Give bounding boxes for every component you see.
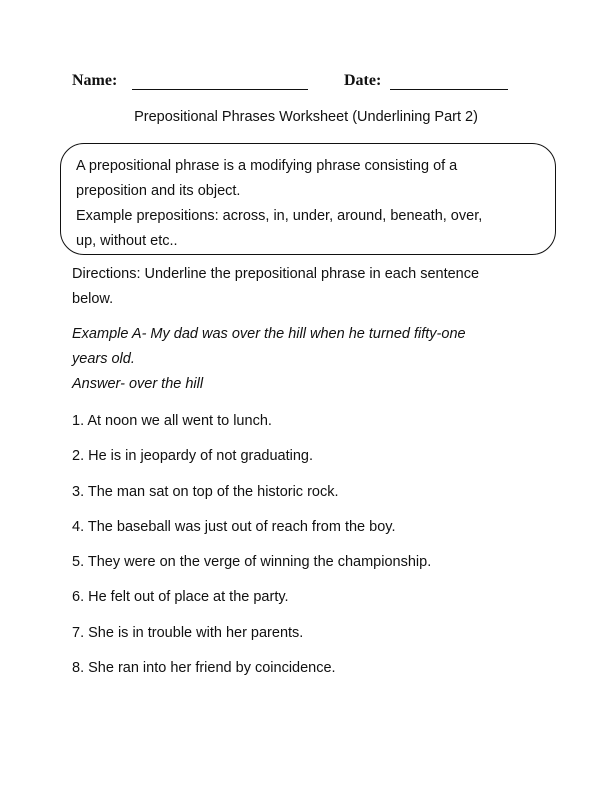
question-item: 7. She is in trouble with her parents. [72,624,304,641]
directions [72,262,479,312]
name-label: Name: [72,72,118,89]
directions-line: below. [72,291,114,307]
example-line: years old. [72,351,135,367]
definition-line: Example prepositions: across, in, under, around, beneath, over, [76,208,483,224]
definition-line: A prepositional phrase is a modifying phrase consisting of a [76,158,458,174]
definition-box [60,143,556,255]
question-item: 5. They were on the verge of winning the championship. [72,554,432,571]
question-item: 4. The baseball was just out of reach from the boy. [72,518,396,535]
name-field[interactable] [132,89,308,90]
question-item: 2. He is in jeopardy of not graduating. [72,448,314,465]
question-item: 1. At noon we all went to lunch. [72,413,272,429]
question-item: 3. The man sat on top of the historic rock. [72,483,339,500]
example-answer: Answer- over the hill [72,376,204,392]
definition-line: up, without etc.. [76,233,178,249]
date-label: Date: [344,72,382,89]
example-line: Example A- My dad was over the hill when he turned fifty-one [72,326,466,342]
date-field[interactable] [390,89,508,90]
definition-line: preposition and its object. [76,183,241,199]
worksheet-title: Prepositional Phrases Worksheet (Underlining Part 2) [134,109,478,125]
example-block [72,322,466,397]
definition-text [76,154,546,254]
question-item: 6. He felt out of place at the party. [72,589,289,606]
name-date-header [72,72,532,96]
question-item: 8. She ran into her friend by coincidence. [72,660,336,677]
question-list [72,409,431,691]
directions-line: Directions: Underline the prepositional phrase in each sentence [72,266,480,282]
